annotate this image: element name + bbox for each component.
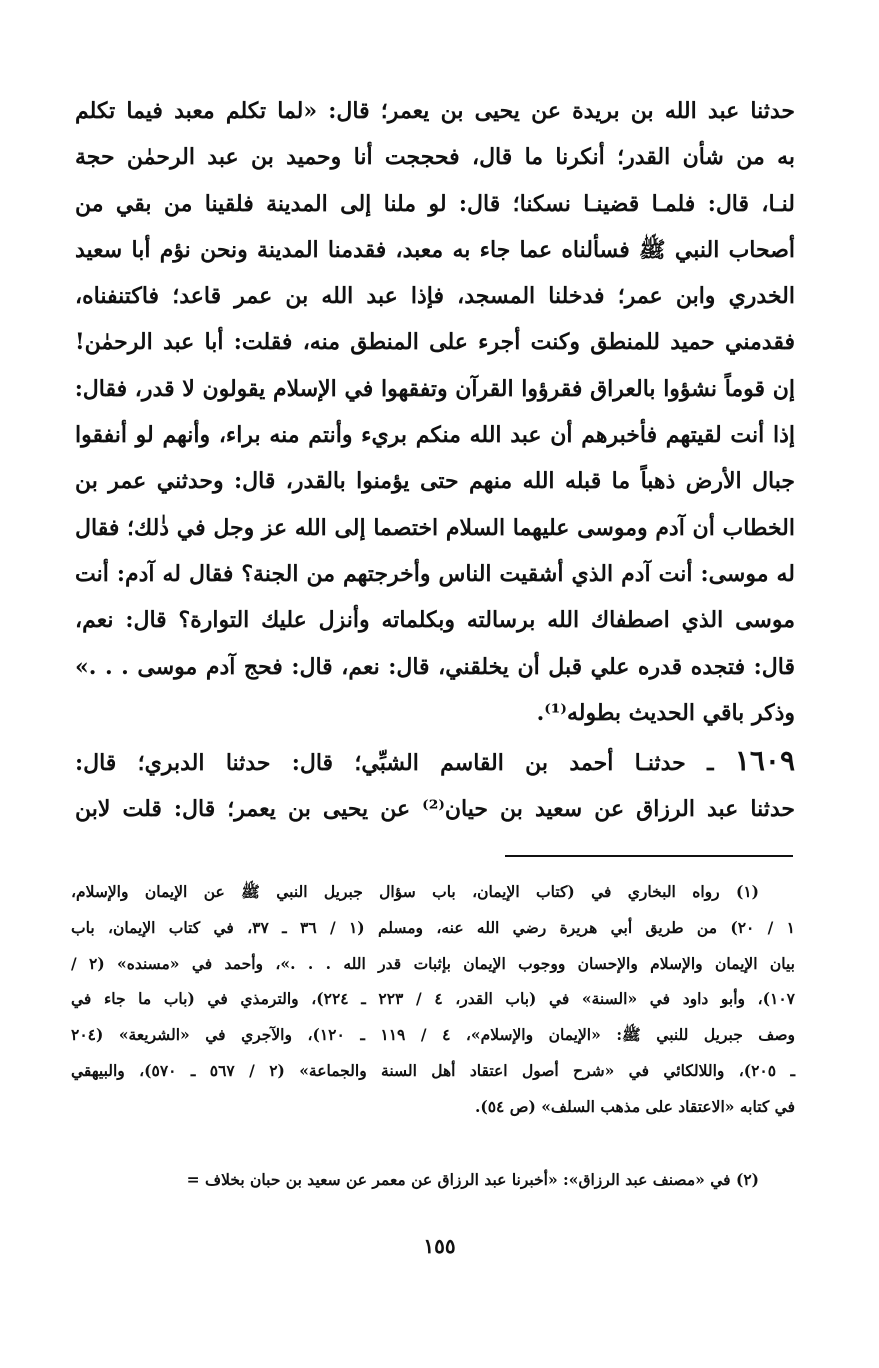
text-line: أصحاب النبي ﷺ فسألناه عما جاء به معبد، فقدمنا المدينة ونحن نؤم أبا سعيد (75, 236, 795, 263)
footnote-line: ـ ٢٠٥)، واللالكائي في «شرح أصول اعتقاد أهل السنة والجماعة» (٢ / ٥٦٧ ـ ٥٧٠)، والبيهقي (71, 1060, 795, 1080)
footnote-line: في كتابه «الاعتقاد على مذهب السلف» (ص ٥٤). (474, 1096, 795, 1116)
text-line: الخطاب أن آدم وموسى عليهما السلام اختصما إلى الله عز وجل في ذٰلك؛ فقال (75, 514, 795, 541)
footnote-separator (505, 855, 793, 857)
text-line: الخدري وابن عمر؛ فدخلنا المسجد، فإذا عبد الله بن عمر قاعد؛ فاكتنفناه، (75, 283, 795, 310)
footnote-1 (71, 874, 795, 1125)
footnote-line: بيان الإيمان والإسلام والإحسان ووجوب الإيمان بإثبات قدر الله . . .»، وأحمد في «مسنده» (٢ / (71, 953, 795, 973)
hadith-1609-block (75, 738, 795, 832)
footnote-line: (٢) في «مصنف عبد الرزاق»: «أخبرنا عبد الرزاق عن معمر عن سعيد بن حبان بخلاف = (186, 1170, 759, 1189)
main-text-block (75, 88, 795, 736)
text-line: لنـا، قال: فلمـا قضينـا نسكنا؛ قال: لو ملنا إلى المدينة فلقينا من بقي من (75, 190, 795, 217)
footnote-line: ١٠٧)، وأبو داود في «السنة» في (باب القدر، ٤ / ٢٢٣ ـ ٢٢٤)، والترمذي في (باب ما جاء في (71, 989, 795, 1009)
text-line: موسى الذي اصطفاك الله برسالته وبكلماته وأنزل عليك التوارة؟ قال: نعم، (75, 607, 795, 634)
hadith-heading-line (75, 738, 795, 786)
text-line: وذكر باقي الحديث بطوله⁽¹⁾. (536, 699, 795, 726)
footnote-line: ١ / ٢٠) من طريق أبي هريرة رضي الله عنه، ومسلم (١ / ٣٦ ـ ٣٧، في كتاب الإيمان، باب (71, 917, 795, 937)
text-line: إذا أنت لقيتهم فأخبرهم أن عبد الله منكم بريء وأنتم منه براء، وأنهم لو أنفقوا (75, 422, 795, 449)
text-line: حدثنا عبد الله بن بريدة عن يحيى بن يعمر؛ قال: «لما تكلم معبد فيما تكلم (75, 98, 795, 124)
text-line: إن قوماً نشؤوا بالعراق فقرؤوا القرآن وتفقهوا في الإسلام يقولون لا قدر، فقال: (74, 375, 795, 402)
footnote-line: وصف جبريل للنبي ﷺ: «الإيمان والإسلام»، ٤ / ١١٩ ـ ١٢٠)، والآجري في «الشريعة» (٢٠٤ (71, 1025, 795, 1045)
hadith-number: ١٦٠٩ (734, 744, 795, 777)
text-line: فقدمني حميد للمنطق وكنت أجرء على المنطق منه، فقلت: أبا عبد الرحمٰن! (75, 329, 795, 356)
page-number: ١٥٥ (423, 1234, 456, 1258)
hadith-heading-text: ـ حدثنـا أحمد بن القاسم الشبِّي؛ قال: حدثنا الدبري؛ قال: (75, 750, 735, 776)
text-line: حدثنا عبد الرزاق عن سعيد بن حيان⁽²⁾ عن يحيى بن يعمر؛ قال: قلت لابن (75, 796, 795, 822)
footnote-line: (١) رواه البخاري في (كتاب الإيمان، باب سؤال جبريل النبي ﷺ عن الإيمان والإسلام، (71, 882, 759, 901)
text-line: قال: فتجده قدره علي قبل أن يخلقني، قال: نعم، قال: فحج آدم موسى . . .» (75, 653, 795, 680)
text-line: به من شأن القدر؛ أنكرنا ما قال، فحججت أنا وحميد بن عبد الرحمٰن حجة (75, 144, 795, 171)
footnote-2 (35, 1163, 795, 1197)
text-line: جبال الأرض ذهباً ما قبله الله منهم حتى يؤمنوا بالقدر، قال: وحدثني عمر بن (75, 468, 795, 495)
text-line: له موسى: أنت آدم الذي أشقيت الناس وأخرجتهم من الجنة؟ فقال له آدم: أنت (75, 560, 795, 587)
